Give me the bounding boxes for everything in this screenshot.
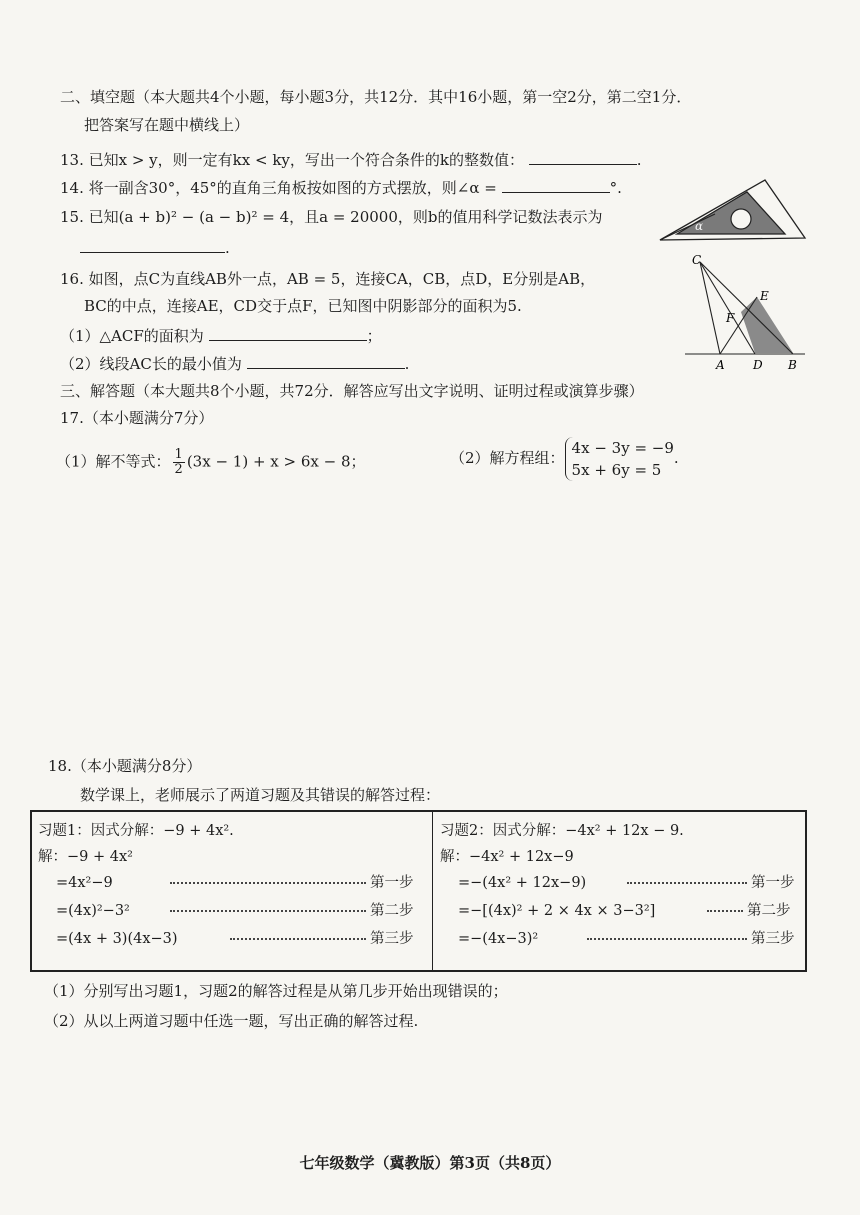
page-footer: 七年级数学（冀教版）第3页（共8页） <box>299 1154 561 1172</box>
step-expression: =(4x + 3)(4x−3) <box>56 931 178 947</box>
leader-dots <box>707 900 743 912</box>
point-b-label: B <box>788 358 797 372</box>
leader-dots <box>627 872 747 884</box>
question-15-text: 15. 已知(a + b)² − (a − b)² = 4，且a = 20000，则b的值用科学记数法表示为 <box>60 208 603 226</box>
step-expression: =−(4x−3)² <box>458 931 539 947</box>
leader-dots <box>170 872 366 884</box>
fraction-denominator: 2 <box>174 462 183 477</box>
exercise-1-step-1 <box>56 872 414 894</box>
question-18-part2: （2）从以上两道习题中任选一题，写出正确的解答过程. <box>44 1012 419 1030</box>
question-16-line1: 16. 如图，点C为直线AB外一点，AB = 5，连接CA，CB，点D，E分别是AB， <box>60 270 596 288</box>
table-divider <box>432 812 433 970</box>
question-14-text: 14. 将一副含30°，45°的直角三角板按如图的方式摆放，则∠α = <box>60 179 497 197</box>
question-13-text: 13. 已知x > y，则一定有kx < ky，写出一个符合条件的k的整数值： <box>60 151 524 169</box>
question-18-intro: 数学课上，老师展示了两道习题及其错误的解答过程： <box>80 786 441 804</box>
step-expression: =(4x)²−3² <box>56 903 130 919</box>
question-14-end: °. <box>609 179 622 197</box>
exercise-2-solution: 解：−4x² + 12x−9 <box>440 849 574 865</box>
step-label: 第三步 <box>751 931 795 947</box>
answer-blank-16-1[interactable] <box>209 324 367 341</box>
equation-system <box>565 437 674 481</box>
exercise-2-step-3 <box>458 928 795 950</box>
equation-2: 5x + 6y = 5 <box>571 461 662 479</box>
section2-header-line2: 把答案写在题中横线上） <box>84 116 250 134</box>
point-d-label: D <box>753 358 763 372</box>
exercise-table <box>30 810 807 972</box>
question-17-part2 <box>450 436 679 481</box>
point-e-label: E <box>760 289 769 303</box>
question-16-line2: BC的中点，连接AE，CD交于点F，已知图中阴影部分的面积为5. <box>84 297 522 315</box>
figure-16-triangle <box>680 250 810 375</box>
exercise-1-step-3 <box>56 928 414 950</box>
question-16-part1-text: （1）△ACF的面积为 <box>60 327 204 345</box>
step-label: 第二步 <box>747 903 791 919</box>
exercise-1-solution: 解：−9 + 4x² <box>38 849 133 865</box>
question-17-part1 <box>56 448 366 477</box>
exercise-1-step-2 <box>56 900 414 922</box>
question-18-title: 18.（本小题满分8分） <box>48 757 202 775</box>
question-14 <box>60 176 622 199</box>
section2-header-line1: 二、填空题（本大题共4个小题，每小题3分，共12分．其中16小题，第一空2分，第二空1分． <box>60 88 692 106</box>
fraction-one-half <box>173 448 185 477</box>
question-16-part2 <box>60 352 409 375</box>
question-13 <box>60 148 642 171</box>
alpha-label: α <box>695 219 704 233</box>
fraction-numerator: 1 <box>174 447 183 462</box>
point-f-label: F <box>726 311 735 325</box>
exercise-2-step-2 <box>458 900 791 922</box>
exercise-2-title: 习题2：因式分解：−4x² + 12x − 9. <box>440 823 684 839</box>
exercise-2-step-1 <box>458 872 795 894</box>
leader-dots <box>170 900 366 912</box>
question-18-part1: （1）分别写出习题1，习题2的解答过程是从第几步开始出现错误的； <box>44 982 508 1000</box>
step-expression: =−[(4x)² + 2 × 4x × 3−3²] <box>458 903 656 919</box>
question-16-part1-end: ； <box>366 327 382 345</box>
step-expression: =4x²−9 <box>56 875 113 891</box>
question-17-title: 17.（本小题满分7分） <box>60 409 214 427</box>
question-13-end: . <box>636 151 642 169</box>
step-label: 第一步 <box>370 875 414 891</box>
question-15-answer <box>80 236 230 259</box>
question-17-part2-end: . <box>673 449 679 467</box>
equation-1: 4x − 3y = −9 <box>571 439 674 457</box>
leader-dots <box>587 928 747 940</box>
figure-14-set-squares <box>655 172 815 247</box>
step-label: 第一步 <box>751 875 795 891</box>
question-17-inequality: (3x − 1) + x > 6x − 8； <box>186 452 366 471</box>
step-expression: =−(4x² + 12x−9) <box>458 875 587 891</box>
answer-blank-15[interactable] <box>80 236 225 253</box>
point-a-label: A <box>716 358 725 372</box>
step-label: 第三步 <box>370 931 414 947</box>
answer-blank-16-2[interactable] <box>247 352 405 369</box>
step-label: 第二步 <box>370 903 414 919</box>
question-16-part1 <box>60 324 382 347</box>
answer-blank-14[interactable] <box>502 176 610 193</box>
exercise-1-title: 习题1：因式分解：−9 + 4x². <box>38 823 234 839</box>
section3-header: 三、解答题（本大题共8个小题，共72分．解答应写出文字说明、证明过程或演算步骤） <box>60 382 644 400</box>
leader-dots <box>230 928 366 940</box>
question-17-part2-label: （2）解方程组： <box>450 449 565 467</box>
question-17-part1-label: （1）解不等式： <box>56 452 171 471</box>
question-16-part2-text: （2）线段AC长的最小值为 <box>60 355 242 373</box>
answer-blank-13[interactable] <box>529 148 637 165</box>
point-c-label: C <box>692 253 702 267</box>
question-16-part2-end: . <box>404 355 410 373</box>
question-15-end: . <box>225 239 230 257</box>
